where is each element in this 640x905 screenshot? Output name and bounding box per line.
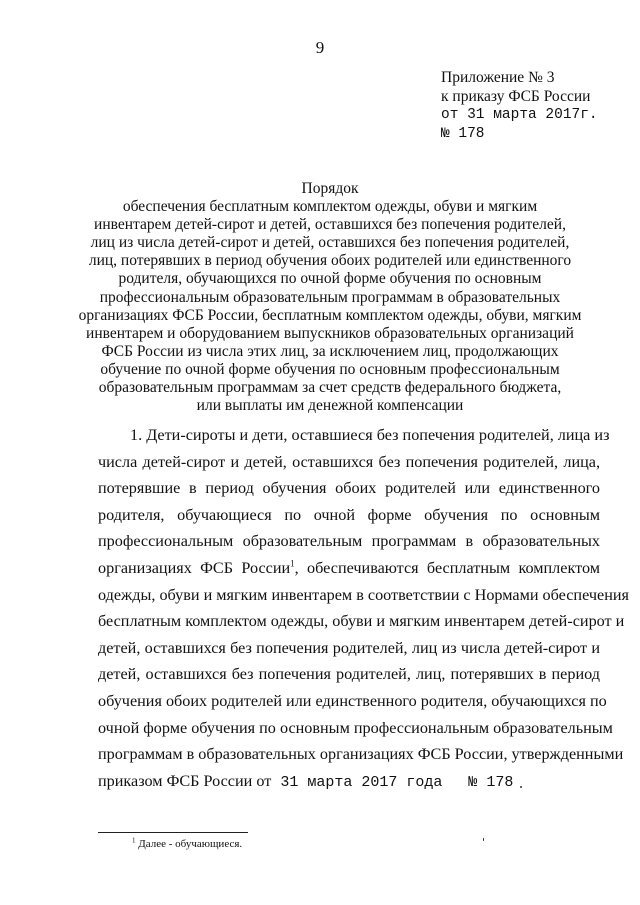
heading-line: образовательным программам за счет средств федерального бюджета, bbox=[98, 379, 562, 397]
heading-line: или выплаты им денежной компенсации bbox=[196, 397, 464, 415]
paragraph-line-with-footnote bbox=[98, 555, 600, 582]
heading-line: ФСБ России из числа этих лиц, за исключением лиц, продолжающих bbox=[101, 342, 559, 360]
paragraph-line: программам в образовательных организациях ФСБ России, утвержденными bbox=[98, 745, 624, 764]
paragraph-line: потерявшие в период обучения обоих родителей или единственного bbox=[98, 479, 600, 498]
heading-line: обучение по очной форме обучения по основным профессиональным bbox=[100, 360, 560, 378]
body-paragraph bbox=[98, 422, 629, 796]
appendix-title: Приложение № 3 bbox=[441, 69, 555, 86]
scan-speck bbox=[483, 838, 484, 841]
paragraph-line: обучения обоих родителей или единственного родителя, обучающихся по bbox=[98, 691, 607, 710]
paragraph-line: бесплатным комплектом одежды, обуви и мягким инвентарем детей-сирот и bbox=[98, 612, 625, 631]
paragraph-text: приказом ФСБ России от bbox=[98, 771, 272, 790]
heading-line: инвентарем детей-сирот и детей, оставшихся без попечения родителей, bbox=[94, 216, 566, 234]
page-number: 9 bbox=[315, 38, 325, 57]
paragraph-line: детей, оставшихся без попечения родителей, лиц, потерявших в период bbox=[98, 665, 600, 684]
heading-line: лиц из числа детей-сирот и детей, оставшихся без попечения родителей, bbox=[90, 234, 570, 252]
scan-speck bbox=[520, 786, 522, 788]
footnote-number: 1 bbox=[132, 836, 136, 845]
heading-line: инвентарем и оборудованием выпускников образовательных организаций bbox=[86, 324, 574, 342]
paragraph-line: профессиональным образовательным программам в образовательных bbox=[98, 532, 600, 551]
paragraph-line: 1. Дети-сироты и дети, оставшиеся без попечения родителей, лица из bbox=[130, 426, 610, 444]
heading-title: Порядок bbox=[301, 180, 359, 197]
paragraph-line: родителя, обучающиеся по очной форме обучения по основным bbox=[98, 505, 600, 524]
footnote bbox=[132, 838, 242, 850]
footnote-divider bbox=[98, 832, 248, 833]
order-number: № 178 bbox=[468, 773, 514, 791]
paragraph-line: числа детей-сирот и детей, оставшихся без попечения родителей, лица, bbox=[98, 452, 600, 471]
appendix-date: от 31 марта 2017г. bbox=[441, 107, 598, 123]
paragraph-line: очной форме обучения по основным профессиональным образовательным bbox=[98, 718, 613, 737]
paragraph-line: одежды, обуви и мягким инвентарем в соответствии с Нормами обеспечения bbox=[98, 585, 629, 604]
appendix-order-ref: к приказу ФСБ России bbox=[441, 88, 591, 105]
appendix-block bbox=[441, 68, 598, 144]
order-date: 31 марта 2017 года bbox=[271, 773, 443, 791]
heading-line: лиц, потерявших в период обучения обоих родителей или единственного bbox=[88, 252, 572, 270]
paragraph-line: детей, оставшихся без попечения родителей, лиц из числа детей-сирот и bbox=[98, 638, 600, 657]
heading-line: профессиональным образовательным программам в образовательных bbox=[99, 288, 561, 306]
heading-line: родителя, обучающихся по очной форме обучения по основным bbox=[118, 270, 542, 288]
paragraph-text: организациях ФСБ России bbox=[98, 558, 291, 577]
paragraph-line-last bbox=[98, 768, 600, 797]
paragraph-text: , обеспечиваются бесплатным комплектом bbox=[294, 558, 600, 577]
footnote-marker: 1 bbox=[290, 558, 295, 569]
document-heading bbox=[60, 180, 600, 415]
heading-line: организациях ФСБ России, бесплатным комплектом одежды, обуви, мягким bbox=[78, 306, 582, 324]
appendix-number: № 178 bbox=[441, 126, 485, 142]
footnote-text: Далее - обучающиеся. bbox=[135, 838, 243, 850]
heading-line: обеспечения бесплатным комплектом одежды, обуви и мягким bbox=[122, 198, 538, 216]
